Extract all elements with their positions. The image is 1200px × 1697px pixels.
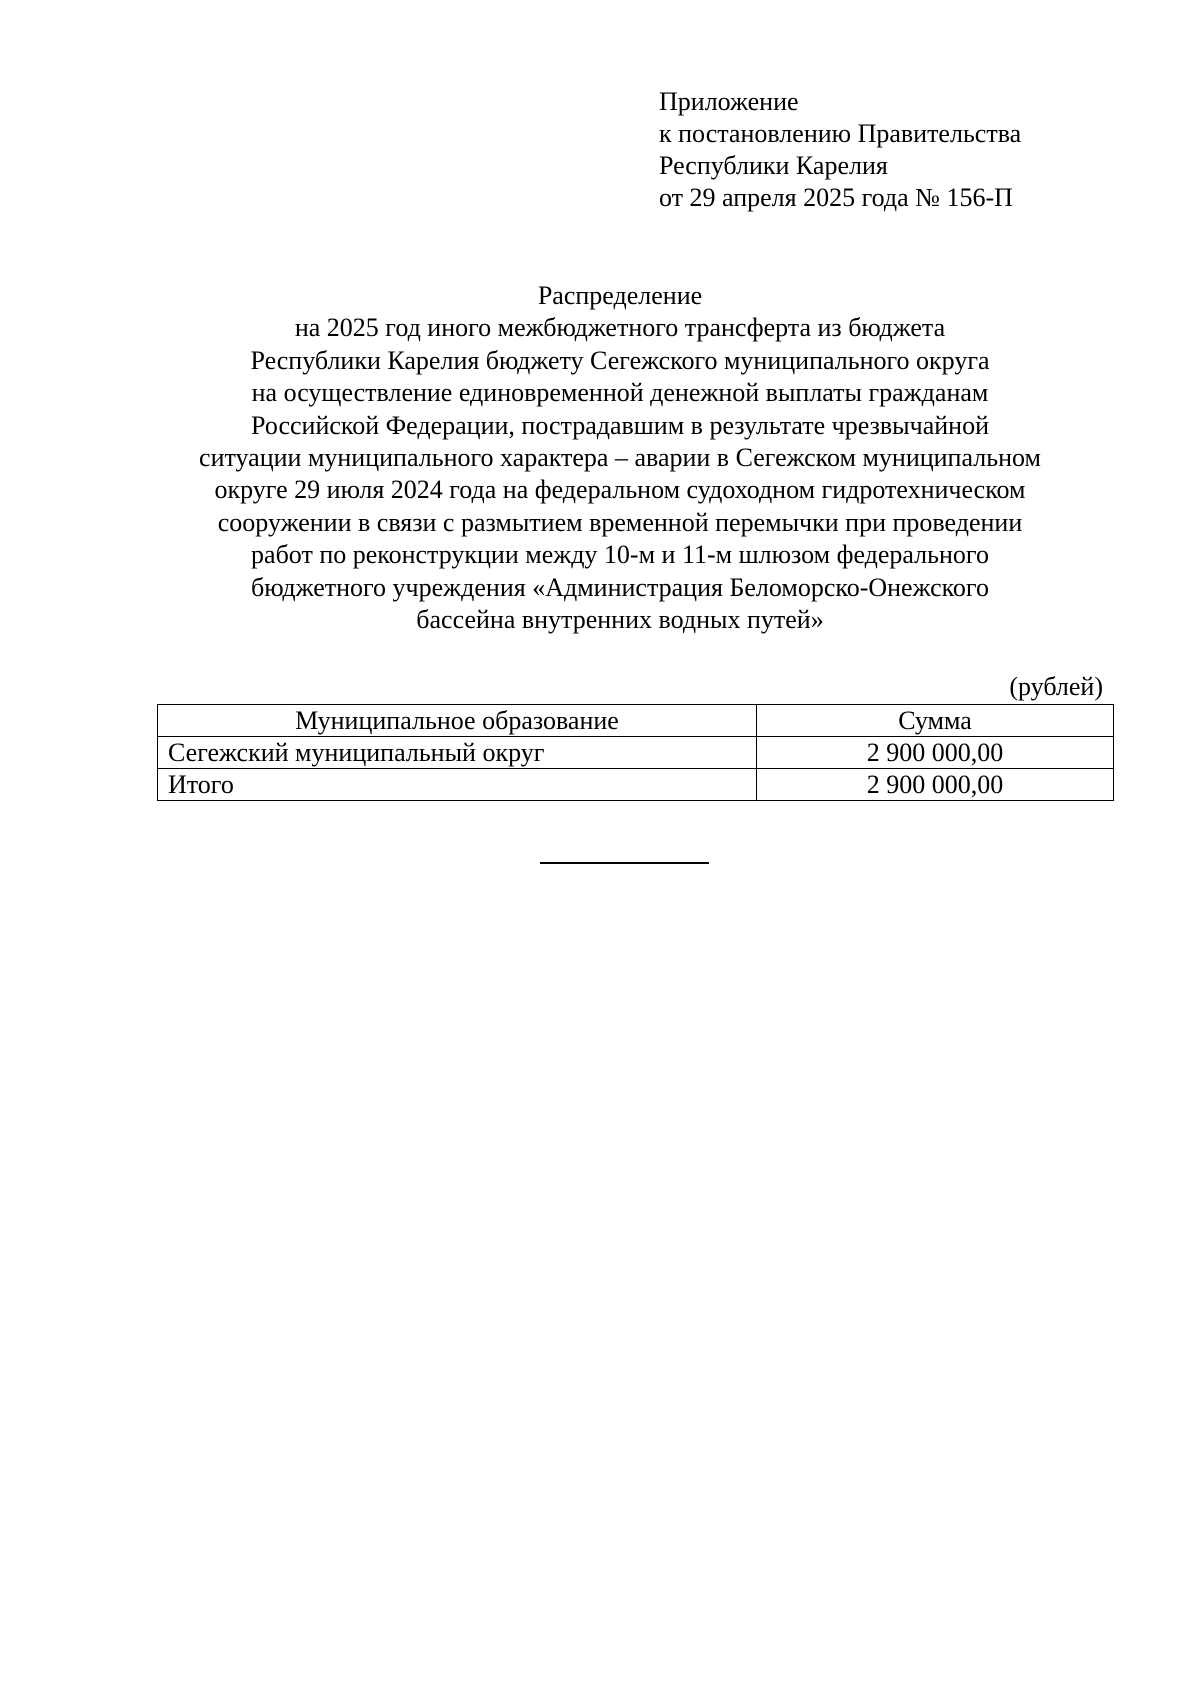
title-line: округе 29 июля 2024 года на федеральном судоходном гидротехническом xyxy=(214,475,1026,505)
title-line: на осуществление единовременной денежной выплаты гражданам xyxy=(251,378,989,408)
appendix-line: Республики Карелия xyxy=(659,151,888,180)
title-line: бюджетного учреждения «Администрация Беломорско-Онежского xyxy=(251,572,989,602)
appendix-line: к постановлению Правительства xyxy=(659,119,1022,148)
total-label-cell: Итого xyxy=(158,769,757,801)
total-amount-cell: 2 900 000,00 xyxy=(757,769,1114,801)
title-line: сооружении в связи с размытием временной перемычки при проведении xyxy=(217,507,1023,537)
table-total-row xyxy=(158,769,1114,801)
allocation-table xyxy=(157,704,1114,801)
header-amount: Сумма xyxy=(757,705,1114,737)
header-municipality: Муниципальное образование xyxy=(158,705,757,737)
title-line: ситуации муниципального характера – аварии в Сегежском муниципальном xyxy=(199,443,1041,473)
title-line: работ по реконструкции между 10-м и 11-м шлюзом федерального xyxy=(251,540,989,570)
end-divider xyxy=(540,862,709,864)
table-row xyxy=(158,737,1114,769)
appendix-line: Приложение xyxy=(659,87,799,116)
table-header-row xyxy=(158,705,1114,737)
title-line: бассейна внутренних водных путей» xyxy=(416,605,824,635)
title-line: на 2025 год иного межбюджетного трансферта из бюджета xyxy=(294,313,946,343)
appendix-line: от 29 апреля 2025 года № 156-П xyxy=(659,183,1013,212)
title-line: Распределение xyxy=(537,281,703,310)
appendix-header xyxy=(659,86,1021,214)
amount-cell: 2 900 000,00 xyxy=(757,737,1114,769)
document-title xyxy=(120,280,1120,636)
municipality-cell: Сегежский муниципальный округ xyxy=(158,737,757,769)
title-line: Республики Карелия бюджету Сегежского муниципального округа xyxy=(250,345,990,375)
units-label: (рублей) xyxy=(1009,672,1103,701)
title-line: Российской Федерации, пострадавшим в результате чрезвычайной xyxy=(251,410,989,440)
